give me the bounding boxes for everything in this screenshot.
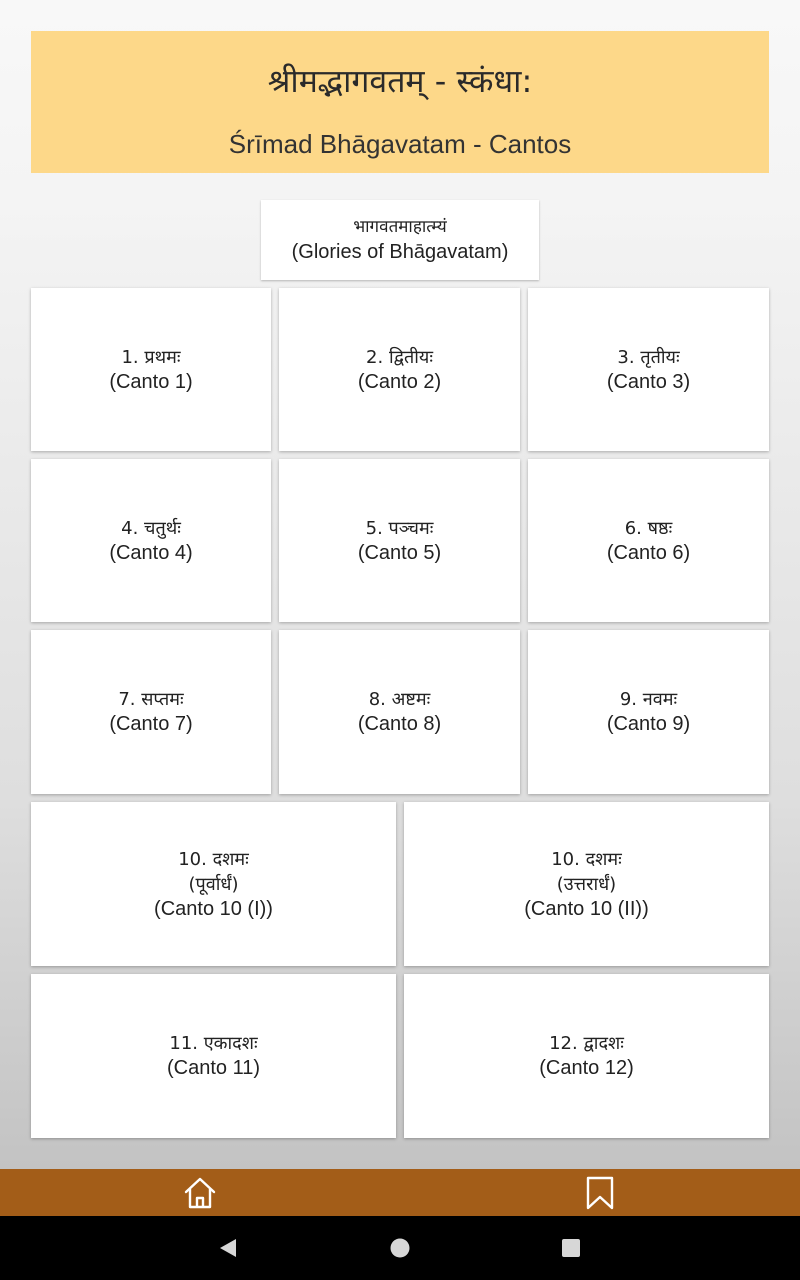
canto-10-part-1-sanskrit: 10. दशमः xyxy=(178,848,249,870)
canto-8-sanskrit: 8. अष्टमः xyxy=(368,689,431,710)
recents-square-icon xyxy=(559,1236,583,1260)
canto-7-sanskrit: 7. सप्तमः xyxy=(118,689,184,710)
canto-12-sanskrit: 12. द्वादशः xyxy=(549,1033,624,1054)
glories-label-sanskrit: भागवतमाहात्म्यं xyxy=(353,217,447,237)
canto-10-part-2-sanskrit: 10. दशमः xyxy=(551,848,622,870)
canto-7-label: (Canto 7) xyxy=(109,713,193,735)
canto-2-sanskrit: 2. द्वितीयः xyxy=(366,346,433,368)
canto-9-card[interactable] xyxy=(528,630,769,794)
canto-12-label: (Canto 12) xyxy=(539,1057,634,1079)
canto-3-sanskrit: 3. तृतीयः xyxy=(617,346,680,368)
canto-10-part-1-subtitle: (पूर्वार्धं) xyxy=(188,873,239,895)
canto-6-card[interactable] xyxy=(528,459,769,622)
system-home-button[interactable] xyxy=(370,1216,430,1280)
canto-11-card[interactable] xyxy=(31,974,396,1138)
canto-1-sanskrit: 1. प्रथमः xyxy=(121,346,181,368)
page-title-english: Śrīmad Bhāgavatam - Cantos xyxy=(228,129,572,159)
canto-8-card[interactable] xyxy=(279,630,520,794)
home-circle-icon xyxy=(388,1236,412,1260)
canto-4-label: (Canto 4) xyxy=(109,541,193,564)
canto-3-card[interactable] xyxy=(528,288,769,451)
bookmark-icon xyxy=(583,1176,617,1210)
bookmark-nav-button[interactable] xyxy=(570,1169,630,1216)
canto-10-part-1-card[interactable] xyxy=(31,802,396,966)
canto-5-sanskrit: 5. पञ्चमः xyxy=(365,517,434,539)
page-header xyxy=(31,31,769,173)
canto-7-card[interactable] xyxy=(31,630,271,794)
canto-9-sanskrit: 9. नवमः xyxy=(619,689,678,710)
canto-6-sanskrit: 6. षष्ठः xyxy=(624,517,673,539)
glories-label-english: (Glories of Bhāgavatam) xyxy=(291,241,509,263)
canto-10-part-1-label: (Canto 10 (I)) xyxy=(154,897,273,920)
canto-5-label: (Canto 5) xyxy=(357,541,442,564)
canto-10-part-2-label: (Canto 10 (II)) xyxy=(524,897,649,920)
canto-1-card[interactable] xyxy=(31,288,271,451)
system-navigation-bar xyxy=(0,1216,800,1280)
canto-1-label: (Canto 1) xyxy=(109,370,193,393)
canto-4-card[interactable] xyxy=(31,459,271,622)
page-title-sanskrit: श्रीमद्भागवतम् - स्कंधा: xyxy=(267,62,533,100)
canto-6-label: (Canto 6) xyxy=(606,541,691,564)
canto-5-card[interactable] xyxy=(279,459,520,622)
canto-12-card[interactable] xyxy=(404,974,769,1138)
system-recents-button[interactable] xyxy=(541,1216,601,1280)
home-nav-button[interactable] xyxy=(170,1169,230,1216)
canto-4-sanskrit: 4. चतुर्थः xyxy=(121,517,181,539)
canto-8-label: (Canto 8) xyxy=(357,713,442,735)
canto-10-part-2-subtitle: (उत्तरार्धं) xyxy=(556,873,617,895)
canto-2-card[interactable] xyxy=(279,288,520,451)
bottom-navigation-bar xyxy=(0,1169,800,1216)
home-icon xyxy=(183,1176,217,1210)
back-triangle-icon xyxy=(216,1236,240,1260)
canto-11-label: (Canto 11) xyxy=(166,1057,260,1079)
canto-11-sanskrit: 11. एकादशः xyxy=(169,1033,258,1054)
glories-button[interactable] xyxy=(261,200,539,280)
canto-9-label: (Canto 9) xyxy=(606,713,691,735)
canto-10-part-2-card[interactable] xyxy=(404,802,769,966)
canto-2-label: (Canto 2) xyxy=(357,370,442,393)
system-back-button[interactable] xyxy=(198,1216,258,1280)
canto-3-label: (Canto 3) xyxy=(606,370,691,393)
